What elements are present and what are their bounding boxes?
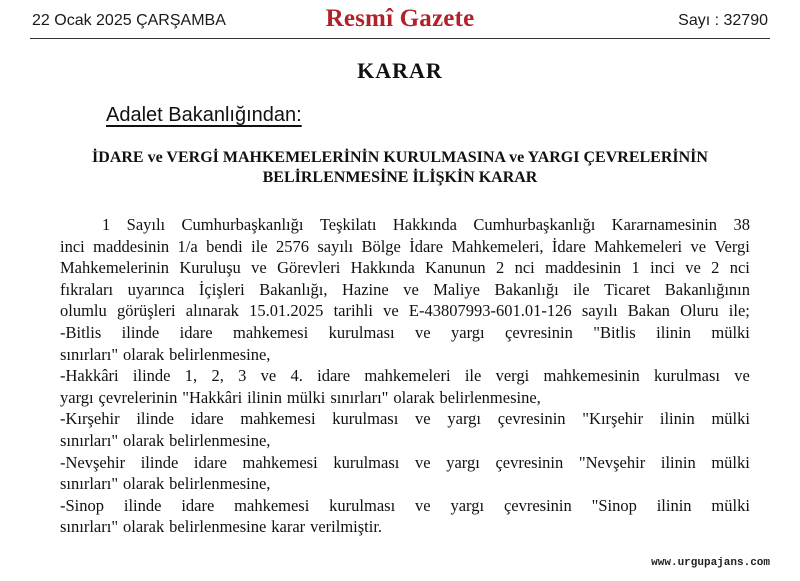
body-word: ile xyxy=(251,236,268,256)
body-word: 2 xyxy=(711,258,720,278)
body-word: -Hakkâri xyxy=(60,366,119,386)
body-word: -Nevşehir xyxy=(60,452,126,472)
body-line xyxy=(60,236,750,258)
body-word: 2576 xyxy=(275,236,309,256)
body-word: sınırları" xyxy=(60,430,119,450)
body-word: belirlenmesine, xyxy=(169,344,271,364)
body-word: "Hakkâri xyxy=(182,387,243,407)
body-word: 1 xyxy=(102,215,111,234)
body-word: -Sinop xyxy=(60,495,105,515)
section-title: KARAR xyxy=(357,58,443,83)
body-word: çevresinin xyxy=(505,322,573,342)
body-word: mahkemesi xyxy=(242,452,318,472)
body-line xyxy=(60,495,750,517)
body-line xyxy=(60,430,750,452)
body-word: Oluru xyxy=(680,301,719,321)
body-word: vergi xyxy=(495,366,530,386)
body-word: karar xyxy=(271,517,306,537)
body-word: belirlenmesine, xyxy=(169,474,271,494)
body-word: belirlenmesine, xyxy=(169,430,271,450)
body-word: sınırları" xyxy=(330,387,389,407)
body-word: Hazine xyxy=(341,279,389,299)
body-word: tarihli xyxy=(333,301,373,321)
body-word: ilinde xyxy=(123,495,162,515)
body-word: mahkemesi xyxy=(234,495,310,515)
body-word: 15.01.2025 xyxy=(249,301,324,321)
body-word: 1, xyxy=(184,366,198,386)
body-word: belirlenmesine xyxy=(169,517,267,537)
body-word: ilinin xyxy=(656,322,691,342)
body-word: 38 xyxy=(733,215,750,234)
body-word: Hakkında xyxy=(350,258,415,278)
body-word: olarak xyxy=(393,387,435,407)
body-word: Hakkında xyxy=(392,215,457,234)
body-word: Bakanlığının xyxy=(664,279,750,299)
body-word: ve xyxy=(415,322,431,342)
body-word: nci xyxy=(729,258,750,278)
body-word: ile; xyxy=(728,301,750,321)
body-line xyxy=(60,257,750,279)
body-word: Mahkemelerinin xyxy=(60,258,170,278)
body-word: Kanunun xyxy=(425,258,486,278)
body-word: sınırları" xyxy=(60,344,119,364)
body-word: ve xyxy=(690,236,707,256)
body-word: kurulması xyxy=(333,452,400,472)
body-word: olarak xyxy=(123,344,165,364)
body-word: inci xyxy=(60,236,85,256)
watermark: www.urgupajans.com xyxy=(651,557,770,569)
body-word: olarak xyxy=(123,474,165,494)
body-word: 2, xyxy=(211,366,224,386)
body-word: 1/a xyxy=(177,236,198,256)
body-word: 3 xyxy=(238,366,247,386)
body-word: -Bitlis xyxy=(60,322,102,342)
body-word: yargı xyxy=(447,409,481,429)
body-word: Mahkemeleri, xyxy=(451,236,544,256)
body-line xyxy=(60,408,750,430)
body-word: ile xyxy=(573,279,590,299)
body-word: Kuruluşu xyxy=(179,258,241,278)
ministry-heading: Adalet Bakanlığından: xyxy=(106,104,302,126)
body-word: görüşleri xyxy=(116,301,176,321)
body-word: mahkemesinin xyxy=(543,366,640,386)
body-word: sayılı xyxy=(581,301,618,321)
body-word: ilinde xyxy=(121,322,160,342)
body-line xyxy=(60,387,750,409)
body-word: ilinin xyxy=(247,387,282,407)
body-word: mahkemesi xyxy=(240,409,316,429)
body-word: 4. xyxy=(290,366,303,386)
body-word: ve xyxy=(685,258,701,278)
body-line xyxy=(60,473,750,495)
body-word: ilinin xyxy=(660,452,696,472)
body-line xyxy=(60,344,750,366)
decision-title-line-1: İDARE ve VERGİ MAHKEMELERİNİN KURULMASINA ve YARGI ÇEVRELERİNİN xyxy=(92,149,708,166)
body-word: sayılı xyxy=(317,236,354,256)
body-word: Cumhurbaşkanlığı xyxy=(473,215,596,234)
body-word: ve xyxy=(415,495,431,515)
body-word: idare xyxy=(190,409,224,429)
body-word: idare xyxy=(179,322,213,342)
body-word: olumlu xyxy=(60,301,107,321)
body-word: alınarak xyxy=(185,301,239,321)
body-word: mülki xyxy=(711,322,750,342)
body-word: mülki xyxy=(286,387,326,407)
decision-title xyxy=(60,148,740,188)
body-word: Bakanlığı xyxy=(494,279,559,299)
body-word: ilinde xyxy=(140,452,179,472)
body-word: Ticaret xyxy=(604,279,651,299)
body-word: çevresinin xyxy=(503,495,572,515)
issue-number: Sayı : 32790 xyxy=(678,12,768,29)
body-word: olarak xyxy=(123,517,165,537)
body-line xyxy=(60,516,750,538)
body-word: mülki xyxy=(711,452,750,472)
body-word: ve xyxy=(260,366,277,386)
decision-body xyxy=(60,214,750,538)
body-word: ve xyxy=(251,258,267,278)
body-word: ile xyxy=(464,366,482,386)
body-word: maddesinin xyxy=(93,236,170,256)
body-word: -Kırşehir xyxy=(60,409,120,429)
body-word: mülki xyxy=(711,495,750,515)
decision-title-line-2: BELİRLENMESİNE İLİŞKİN KARAR xyxy=(262,169,538,186)
body-word: maddesinin xyxy=(545,258,622,278)
body-word: sınırları" xyxy=(60,517,119,537)
body-word: sınırları" xyxy=(60,474,119,494)
body-word: belirlenmesine, xyxy=(439,387,541,407)
body-word: 1 xyxy=(631,258,640,278)
body-word: kurulması xyxy=(328,322,395,342)
body-word: Kararnamesinin xyxy=(611,215,718,234)
body-word: "Sinop xyxy=(591,495,637,515)
body-line xyxy=(60,214,750,236)
body-word: ilinin xyxy=(659,409,695,429)
body-word: uyarınca xyxy=(127,279,185,299)
body-word: Bölge xyxy=(361,236,401,256)
body-word: İdare xyxy=(409,236,444,256)
body-word: "Bitlis xyxy=(593,322,636,342)
body-line xyxy=(60,322,750,344)
body-word: ve xyxy=(414,452,431,472)
body-word: inci xyxy=(650,258,675,278)
body-word: ve xyxy=(734,366,750,386)
body-word: çevresinin xyxy=(497,409,566,429)
body-word: yargı xyxy=(446,452,480,472)
body-word: idare xyxy=(193,452,227,472)
body-word: "Nevşehir xyxy=(578,452,646,472)
body-line xyxy=(60,452,750,474)
body-word: 2 xyxy=(496,258,505,278)
gazette-header xyxy=(0,0,800,44)
body-word: Mahkemeleri xyxy=(594,236,683,256)
body-word: mülki xyxy=(711,409,750,429)
body-word: kurulması xyxy=(654,366,721,386)
body-line xyxy=(60,279,750,301)
body-word: olarak xyxy=(123,430,165,450)
body-line xyxy=(60,300,750,322)
body-word: "Kırşehir xyxy=(582,409,644,429)
body-word: ilinin xyxy=(656,495,692,515)
body-word: Bakanlığı, xyxy=(259,279,328,299)
body-word: idare xyxy=(317,366,351,386)
body-word: yargı xyxy=(60,387,94,407)
body-word: Teşkilatı xyxy=(319,215,377,234)
body-word: idare xyxy=(181,495,215,515)
body-word: verilmiştir. xyxy=(310,517,383,537)
body-word: kurulması xyxy=(329,495,396,515)
body-word: Cumhurbaşkanlığı xyxy=(181,215,304,234)
body-word: İçişleri xyxy=(198,279,245,299)
body-word: ve xyxy=(383,301,399,321)
body-word: Sayılı xyxy=(126,215,166,234)
body-word: mahkemeleri xyxy=(364,366,451,386)
issue-date: 22 Ocak 2025 ÇARŞAMBA xyxy=(32,12,226,29)
body-word: Maliye xyxy=(433,279,481,299)
body-word: Vergi xyxy=(714,236,750,256)
body-word: Bakan xyxy=(627,301,670,321)
body-word: ve xyxy=(403,279,419,299)
body-word: E-43807993-601.01-126 xyxy=(408,301,572,321)
body-word: ilinde xyxy=(132,366,171,386)
body-word: bendi xyxy=(206,236,243,256)
body-word: nci xyxy=(514,258,535,278)
body-word: Görevleri xyxy=(277,258,341,278)
body-word: kurulması xyxy=(332,409,399,429)
body-word: fıkraları xyxy=(60,279,114,299)
header-divider xyxy=(30,38,770,39)
body-word: İdare xyxy=(551,236,586,256)
body-line xyxy=(60,365,750,387)
body-word: yargı xyxy=(451,322,485,342)
body-word: çevrelerinin xyxy=(98,387,178,407)
gazette-title: Resmî Gazete xyxy=(325,5,475,32)
body-word: çevresinin xyxy=(495,452,564,472)
body-word: ilinde xyxy=(136,409,174,429)
body-word: yargı xyxy=(450,495,485,515)
body-word: mahkemesi xyxy=(233,322,309,342)
body-word: ve xyxy=(415,409,431,429)
